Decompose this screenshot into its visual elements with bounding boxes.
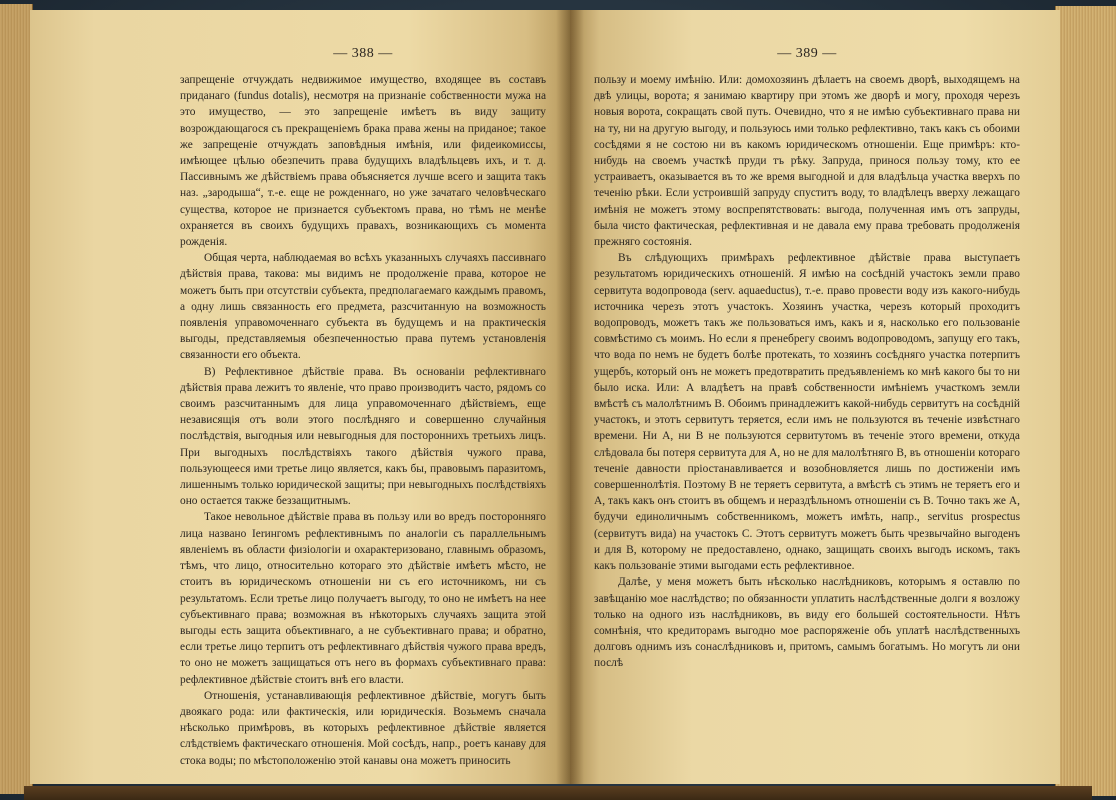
paragraph: Отношенія, устанавливающія рефлективное дѣйствіе, могутъ быть двоякаго рода: или фактическія, или юридическія. Возьмемъ сначала нѣсколько примѣровъ, въ которыхъ рефлективное дѣйствіе является слѣдствіемъ фактическаго отношенія. Мой сосѣдъ, напр., роетъ канаву для стока воды; по мѣстоположенію этой канавы она можетъ приносить <box>180 689 546 767</box>
book-right-edge <box>1055 6 1116 796</box>
page-number: — 389 — <box>777 46 837 61</box>
paragraph: Въ слѣдующихъ примѣрахъ рефлективное дѣйствіе права выступаетъ результатомъ юридическихъ отношеній. Я имѣю на сосѣдній участокъ земли право сервитута водопровода (serv. aquaeductus), т.-е. право провести воду изъ какого-нибудь источника черезъ этотъ участокъ. Хозяинъ участка, черезъ который проходитъ водопроводъ, можетъ такъ же пользоваться имъ, какъ и я, насколько его пользованіе совмѣстимо съ моимъ. Но если я пренебрегу своимъ водопроводомъ, запущу его такъ, что вода по немъ не будетъ болѣе протекать, то хозяинъ сосѣдняго участка потерпитъ ущербъ, который онъ не можетъ предотвратить предъявленіемъ ко мнѣ какого бы то ни было иска. Или: А владѣетъ на правѣ собственности имѣніемъ участкомъ земли вмѣстѣ съ малолѣтнимъ В. Обоимъ принадлежитъ какой-нибудь сервитутъ на сосѣдній участокъ, и этотъ сервитутъ теряется, если имъ не пользуются въ теченіе извѣстнаго времени. Ни А, ни В не пользуются сервитутомъ въ теченіе этого времени, откуда слѣдовала бы потеря сервитута для А, но не для малолѣтняго В, въ отношеніи котораго теченіе давности пріостанавливается и возобновляется лишь по достиженіи имъ совершеннолѣтія. Поэтому В не теряетъ сервитута, а вмѣстѣ съ этимъ не теряетъ его и А, такъ какъ онъ стоитъ въ общемъ и нераздѣльномъ отношеніи съ В. Точно такъ же А, будучи единоличнымъ собственникомъ, можетъ имѣть, напр., servitus prospectus (сервитутъ вида) на участокъ С. Этотъ сервитутъ можетъ быть чрезвычайно выгоденъ и для В, которому не предоставлено, однако, защищать своихъ выгодъ искомъ, такъ какъ пользованіе этими выгодами есть рефлективное. <box>594 252 1020 573</box>
paragraph: запрещеніе отчуждать недвижимое имущество, входящее въ составъ приданаго (fundus dotalis), несмотря на признаніе собственности мужа на это имущество, — это запрещеніе имѣетъ въ виду защиту возрождающагося съ прекращеніемъ брака права жены на приданое; такое же запрещеніе отчуждать заповѣдныя имѣнія, или фидеикомиссы, имѣющее цѣлью обезпечить права будущихъ владѣльцевъ ихъ, и т. д. Пассивнымъ же дѣйствіемъ права объясняется лучше всего и защита такъ наз. „зародыша“, т.-е. еще не рожденнаго, но уже зачатаго человѣческаго существа, которое не признается субъектомъ права, но тѣмъ не менѣе охраняется въ своихъ будущихъ правахъ, возникающихъ съ момента рожденія. <box>180 74 546 249</box>
book-left-edge <box>0 4 33 794</box>
left-page <box>30 10 570 784</box>
right-page <box>570 10 1060 784</box>
paragraph: пользу и моему имѣнію. Или: домохозяинъ дѣлаетъ на своемъ дворѣ, выходящемъ на двѣ улицы, ворота; я занимаю квартиру при этомъ же дворѣ и могу, проходя черезъ новыя ворота, сокращать свой путь. Очевидно, что я не имѣю субъективнаго права ни на ту, ни на другую выгоду, и пользуюсь ими только рефлективно, такъ какъ съ обоими сосѣдями я не состою ни въ какомъ юридическомъ отношеніи. Еще примѣръ: кто-нибудь на своемъ участкѣ пруди тъ рѣку. Запруда, принося пользу тому, кто ее устраиваетъ, оказывается въ то же время выгодной и для владѣльца участка вверхъ по теченію рѣки. Если устроившій запруду спуститъ воду, то владѣлецъ вверху лежащаго имѣнія не можетъ этому воспрепятствовать: выгода, полученная имъ отъ запруды, была чисто фактическая, рефлективная и не давала ему права требовать продолженія прежняго состоянія. <box>594 74 1020 249</box>
book-cover <box>24 786 1092 800</box>
paragraph: В) Рефлективное дѣйствіе права. Въ основаніи рефлективнаго дѣйствія права лежитъ то явленіе, что право производитъ часто, рядомъ со своимъ разсчитаннымъ для лица управомоченнаго дѣйствіемъ, еще независящія отъ воли этого послѣдняго и совершенно случайныя послѣдствія, выгодныя или невыгодныя для постороннихъ третьихъ лицъ. При выгодныхъ послѣдствіяхъ такого дѣйствія чужого права, пользующееся ими третье лицо является, какъ бы, правовымъ паразитомъ, лишеннымъ только юридической защиты; при невыгодныхъ послѣдствіяхъ оно остается также беззащитнымъ. <box>180 365 546 508</box>
page-text <box>180 72 546 769</box>
paragraph: Далѣе, у меня можетъ быть нѣсколько наслѣдниковъ, которымъ я оставлю по завѣщанію мое наслѣдство; по обязанности уплатить наслѣдственные долги я возложу только на одного изъ наслѣдниковъ, въ виду его большей состоятельности. Нѣтъ сомнѣнія, что кредиторамъ выгодно мое распоряженіе объ уплатѣ наслѣдственныхъ долговъ однимъ изъ сонаслѣдниковъ и, притомъ, самымъ богатымъ. Но могутъ ли они послѣ <box>594 576 1020 670</box>
page-number: — 388 — <box>333 46 393 61</box>
page-text <box>594 72 1020 672</box>
paragraph: Общая черта, наблюдаемая во всѣхъ указанныхъ случаяхъ пассивнаго дѣйствія права, такова: мы видимъ не продолженіе права, которое не можетъ быть при отсутствіи субъекта, предполагаемаго каждымъ правомъ, а одну лишь связанность его предмета, разсчитанную на возможность появленія управомоченнаго субъекта въ будущемъ и на практическія выгоды, представляемыя обезпеченностью права путемъ установленія связанности его объекта. <box>180 252 546 362</box>
paragraph: Такое невольное дѣйствіе права въ пользу или во вредъ посторонняго лица названо Ierингомъ рефлективнымъ по аналогіи съ параллельнымъ явленіемъ въ области физіологіи и охарактеризовано, главнымъ образомъ, тѣмъ, что лицо, относительно котораго это дѣйствіе имѣетъ мѣсто, не стоитъ въ юридическомъ отношеніи ни съ его источникомъ, ни съ результатомъ. Если третье лицо получаетъ выгоду, то оно не имѣетъ на нее субъективнаго права; возможная въ нѣкоторыхъ случаяхъ защита этой выгоды есть защита объективнаго, а не субъективнаго права; и обратно, если третье лицо терпитъ отъ рефлективнаго дѣйствія чужого права вредъ, то оно не можетъ защищаться отъ него въ формахъ субъективнаго права: рефлективное дѣйствіе стоитъ внѣ его власти. <box>180 511 546 686</box>
